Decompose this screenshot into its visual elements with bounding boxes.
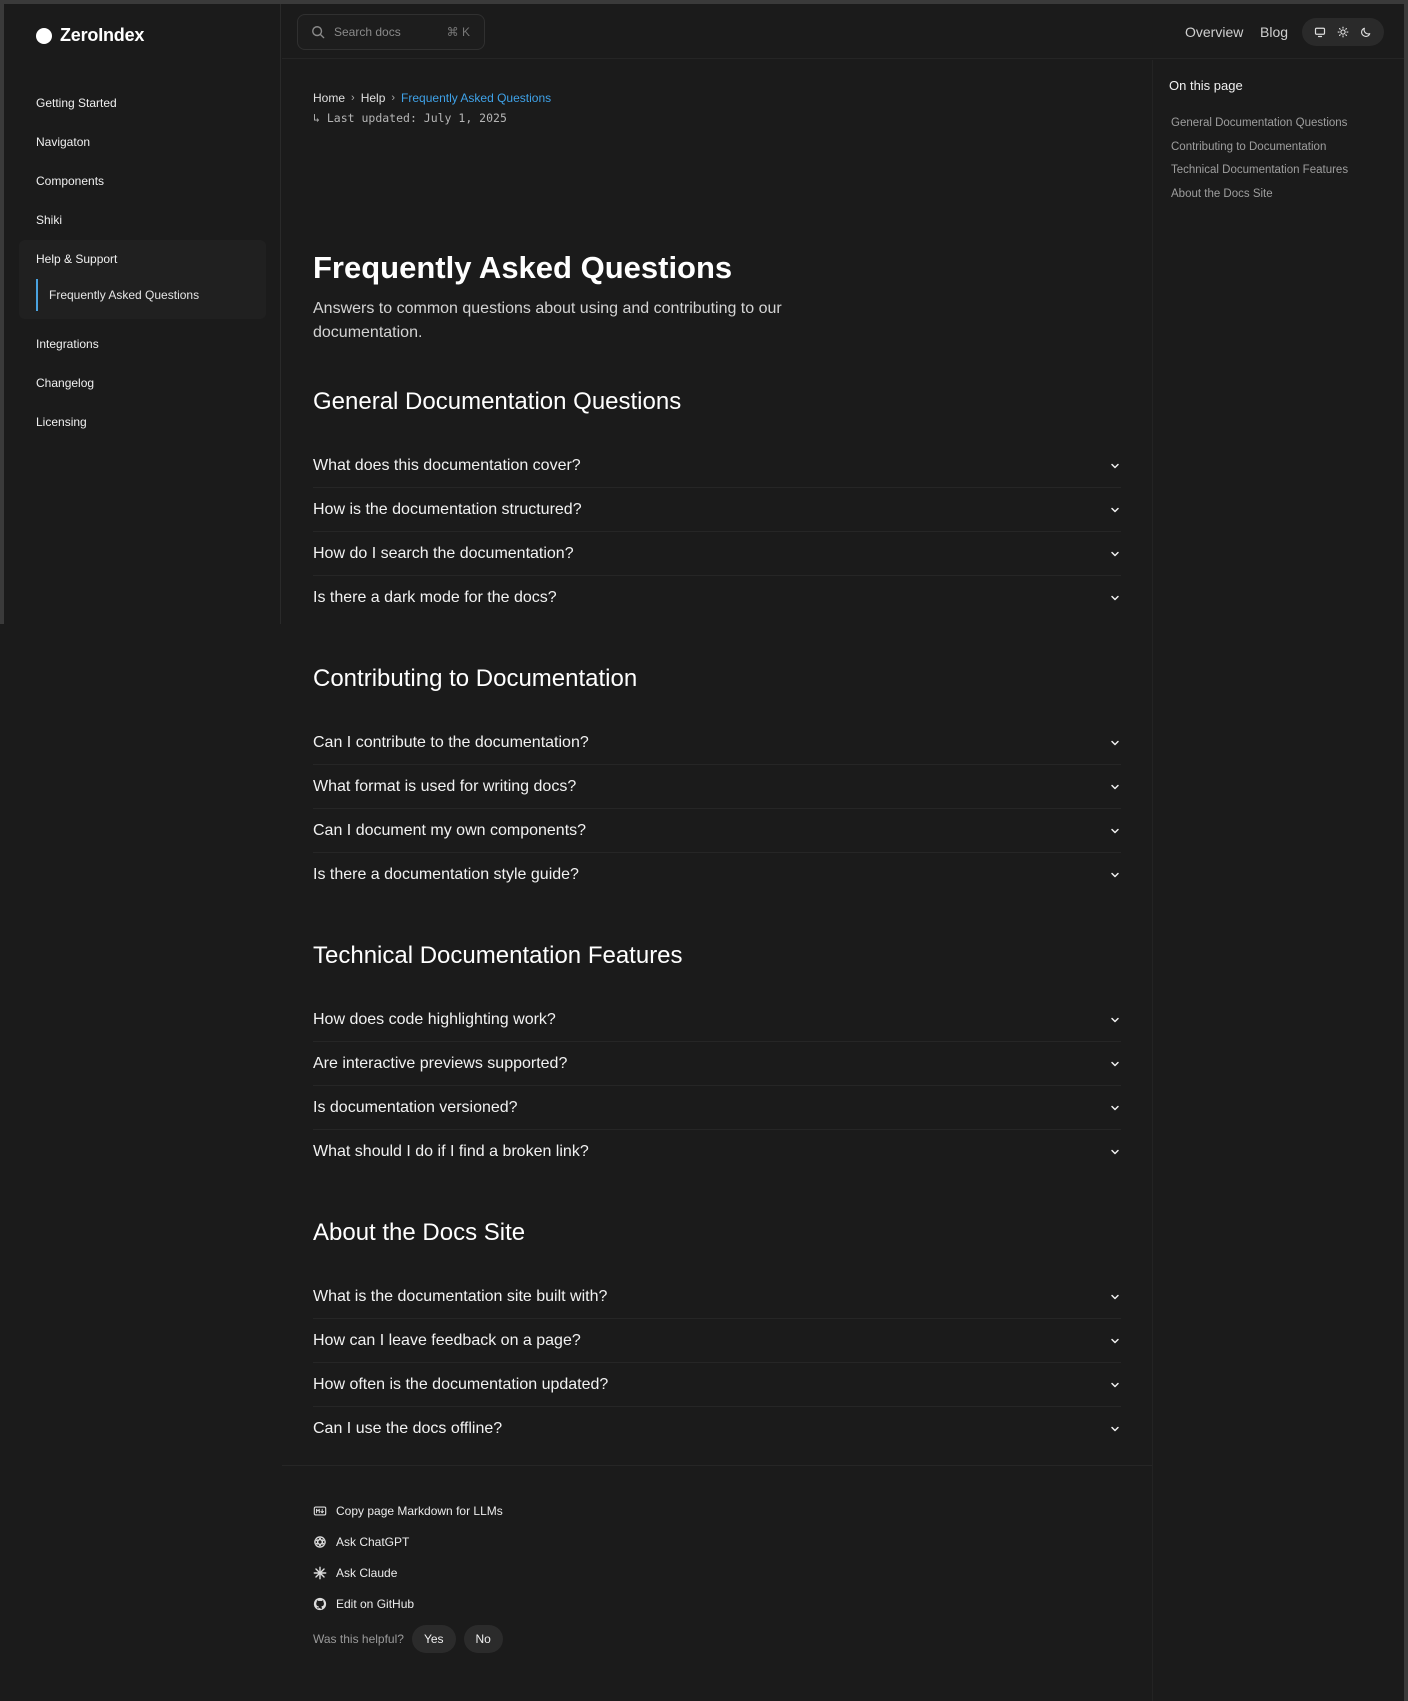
faq-item[interactable]: [313, 488, 1121, 532]
faq-question: What should I do if I find a broken link?: [313, 1143, 589, 1160]
faq-question: Is there a dark mode for the docs?: [313, 589, 557, 606]
faq-question: How do I search the documentation?: [313, 544, 574, 562]
return-arrow-icon: ↳: [313, 111, 327, 125]
faq-item[interactable]: [313, 853, 1121, 897]
faq-section-technical: [313, 940, 1121, 1174]
faq-question: How often is the documentation updated?: [313, 1375, 609, 1393]
faq-section-about: [313, 1217, 1121, 1451]
ask-chatgpt-link[interactable]: [313, 1526, 503, 1557]
sidebar-item-licensing[interactable]: Licensing: [36, 415, 87, 429]
faq-question: Can I contribute to the documentation?: [313, 733, 589, 751]
chevron-down-icon: [1109, 1146, 1121, 1158]
sidebar: [4, 4, 281, 624]
page-title: Frequently Asked Questions: [313, 250, 733, 285]
chevron-down-icon: [1109, 781, 1121, 793]
brand-name: ZeroIndex: [60, 25, 145, 45]
sidebar-group-help-support: [19, 240, 266, 319]
faq-section-contributing: [313, 663, 1121, 897]
theme-switcher: [1302, 18, 1384, 46]
toc-title: On this page: [1169, 78, 1243, 93]
chevron-down-icon: [1109, 460, 1121, 472]
breadcrumb: [313, 91, 551, 105]
chevron-down-icon: [1109, 1291, 1121, 1303]
top-header: [282, 4, 1404, 59]
faq-item[interactable]: [313, 1130, 1121, 1174]
feedback-prompt: Was this helpful?: [313, 1632, 404, 1646]
chevron-down-icon: [1109, 592, 1121, 604]
last-updated-text: Last updated: July 1, 2025: [326, 111, 507, 125]
chevron-down-icon: [1109, 1335, 1121, 1347]
breadcrumb-home[interactable]: Home: [313, 91, 346, 105]
footer-divider: [282, 1465, 1152, 1466]
feedback-yes-button[interactable]: Yes: [412, 1625, 456, 1653]
sidebar-item-faq-active[interactable]: Frequently Asked Questions: [36, 279, 266, 311]
faq-item[interactable]: [313, 1042, 1121, 1086]
chevron-down-icon: [1109, 1014, 1121, 1026]
breadcrumb-help[interactable]: Help: [360, 91, 386, 105]
sidebar-item-components[interactable]: Components: [36, 174, 105, 188]
faq-question: Are interactive previews supported?: [313, 1054, 568, 1072]
window-border-right: [1404, 0, 1408, 1701]
section-heading: Technical Documentation Features: [313, 942, 683, 969]
nav-blog-link[interactable]: Blog: [1260, 24, 1289, 40]
faq-question: What is the documentation site built with?: [313, 1287, 608, 1305]
ask-claude-label: Ask Claude: [336, 1565, 398, 1580]
sidebar-item-navigation[interactable]: Navigaton: [36, 135, 91, 149]
faq-item[interactable]: [313, 1086, 1121, 1130]
toc-item-general[interactable]: General Documentation Questions: [1171, 117, 1348, 129]
toc-item-about[interactable]: About the Docs Site: [1171, 187, 1273, 200]
faq-question: Can I document my own components?: [313, 821, 587, 839]
faq-section-general: [313, 386, 1121, 620]
markdown-icon: [313, 1504, 327, 1518]
chevron-down-icon: [1109, 869, 1121, 881]
feedback-no-button[interactable]: No: [464, 1625, 503, 1653]
faq-question: Is there a documentation style guide?: [313, 866, 579, 883]
faq-item[interactable]: [313, 576, 1121, 620]
copy-markdown-link[interactable]: [313, 1495, 503, 1526]
chevron-down-icon: [1109, 1423, 1121, 1435]
breadcrumb-current: Frequently Asked Questions: [401, 91, 552, 105]
section-heading: Contributing to Documentation: [313, 665, 638, 692]
faq-question: Can I use the docs offline?: [313, 1420, 503, 1437]
last-updated: [313, 111, 507, 125]
feedback-widget: [313, 1625, 503, 1653]
faq-item[interactable]: [313, 721, 1121, 765]
copy-markdown-label: Copy page Markdown for LLMs: [336, 1503, 503, 1518]
chatgpt-icon: [313, 1535, 327, 1549]
faq-item[interactable]: [313, 1407, 1121, 1451]
section-heading: General Documentation Questions: [313, 388, 682, 415]
section-heading: About the Docs Site: [313, 1219, 526, 1246]
moon-icon[interactable]: [1356, 22, 1376, 42]
sun-icon[interactable]: [1333, 22, 1353, 42]
faq-question: What does this documentation cover?: [313, 456, 581, 474]
page-description: Answers to common questions about using and contributing to our documentation.: [313, 300, 782, 341]
chevron-down-icon: [1109, 737, 1121, 749]
faq-item[interactable]: [313, 1319, 1121, 1363]
chevron-right-icon: ›: [351, 92, 355, 104]
chevron-down-icon: [1109, 1379, 1121, 1391]
github-icon: [313, 1597, 327, 1611]
claude-icon: [313, 1566, 327, 1580]
faq-item[interactable]: [313, 532, 1121, 576]
chevron-down-icon: [1109, 548, 1121, 560]
faq-question: How does code highlighting work?: [313, 1010, 556, 1028]
edit-on-github-label: Edit on GitHub: [336, 1596, 415, 1611]
search-icon: [311, 25, 325, 39]
sidebar-nav: [4, 84, 281, 442]
chevron-down-icon: [1109, 1058, 1121, 1070]
logo-icon: [36, 28, 52, 44]
sidebar-item-help-support[interactable]: Help & Support: [36, 252, 118, 266]
faq-question: What format is used for writing docs?: [313, 777, 577, 795]
chevron-down-icon: [1109, 1102, 1121, 1114]
edit-on-github-link[interactable]: [313, 1588, 503, 1619]
ask-claude-link[interactable]: [313, 1557, 503, 1588]
search-input[interactable]: [297, 14, 485, 50]
faq-item[interactable]: [313, 1363, 1121, 1407]
faq-question: How can I leave feedback on a page?: [313, 1331, 581, 1349]
logo[interactable]: [36, 25, 144, 46]
sidebar-item-integrations[interactable]: Integrations: [36, 337, 99, 351]
ask-chatgpt-label: Ask ChatGPT: [336, 1534, 410, 1549]
faq-question: How is the documentation structured?: [313, 500, 582, 518]
search-shortcut: ⌘ K: [446, 25, 470, 39]
faq-item[interactable]: [313, 444, 1121, 488]
sidebar-item-changelog[interactable]: Changelog: [36, 376, 95, 390]
chevron-down-icon: [1109, 825, 1121, 837]
faq-question: Is documentation versioned?: [313, 1098, 518, 1116]
faq-item[interactable]: [313, 809, 1121, 853]
monitor-icon[interactable]: [1310, 22, 1330, 42]
toc-list: [1171, 112, 1348, 206]
toc-item-technical[interactable]: Technical Documentation Features: [1171, 164, 1349, 176]
sidebar-item-getting-started[interactable]: Getting Started: [36, 96, 117, 110]
toc-item-contributing[interactable]: Contributing to Documentation: [1171, 140, 1327, 153]
faq-item[interactable]: [313, 1275, 1121, 1319]
chevron-down-icon: [1109, 504, 1121, 516]
faq-item[interactable]: [313, 998, 1121, 1042]
table-of-contents: [1152, 60, 1404, 1701]
page-footer: [313, 1495, 503, 1653]
chevron-right-icon: ›: [391, 92, 396, 104]
faq-item[interactable]: [313, 765, 1121, 809]
sidebar-item-shiki[interactable]: Shiki: [36, 213, 63, 227]
nav-overview-link[interactable]: Overview: [1185, 24, 1244, 40]
search-placeholder: Search docs: [334, 25, 401, 39]
